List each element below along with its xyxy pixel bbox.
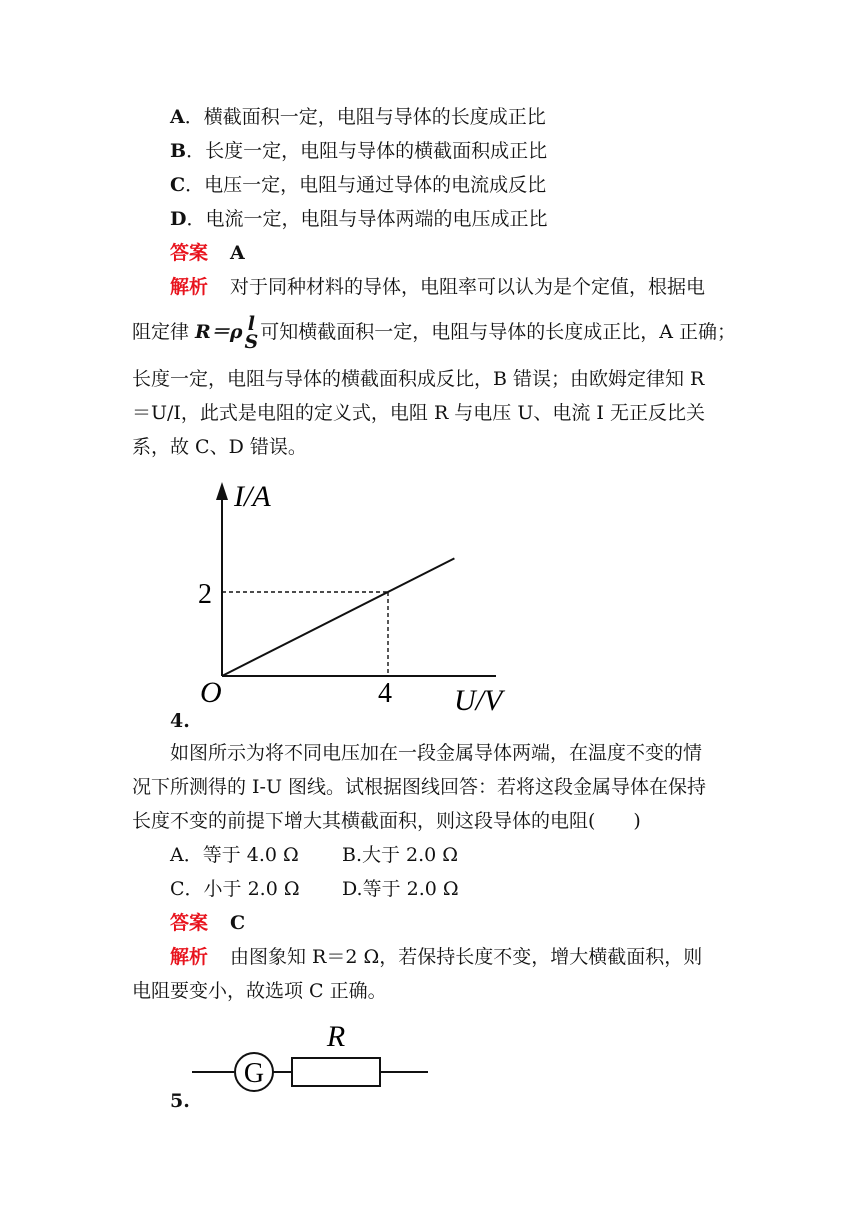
q3-analysis-line4: ＝U/I，此式是电阻的定义式，电阻 R 与电压 U、电流 I 无正反比关 (132, 402, 705, 424)
iu-data-line (222, 558, 454, 676)
q3-option-b: B．长度一定，电阻与导体的横截面积成正比 (170, 140, 548, 162)
y-axis-arrow-icon (216, 482, 228, 500)
y-axis-label: I/A (234, 480, 271, 513)
y-tick-label: 2 (198, 579, 212, 610)
q3-option-c: C．电压一定，电阻与通过导体的电流成反比 (170, 174, 547, 196)
q4-stem-line3: 长度不变的前提下增大其横截面积，则这段导体的电阻( ) (132, 810, 641, 832)
q4-options-row1 (170, 840, 770, 870)
q3-analysis-line2: 阻定律 R＝ρ l S 可知横截面积一定，电阻与导体的长度成正比，A 正确； (132, 313, 736, 353)
q4-analysis-line2: 电阻要变小，故选项 C 正确。 (132, 980, 387, 1002)
q4-answer (170, 908, 770, 938)
answer-label: 答案 (170, 912, 209, 934)
q4-stem-line1: 如图所示为将不同电压加在一段金属导体两端，在温度不变的情 (170, 742, 703, 764)
q4-analysis-line1: 解析 由图象知 R＝2 Ω，若保持长度不变，增大横截面积，则 (170, 946, 703, 968)
x-tick-label: 4 (378, 678, 392, 709)
q4-stem-line2: 况下所测得的 I-U 图线。试根据图线回答：若将这段金属导体在保持 (132, 776, 707, 798)
analysis-label: 解析 (170, 276, 209, 298)
answer-label: 答案 (170, 242, 209, 264)
q3-answer (170, 238, 770, 268)
galvanometer-label: G (243, 1058, 265, 1089)
q3-option-d: D．电流一定，电阻与导体两端的电压成正比 (170, 208, 548, 230)
q3-option-a: A．横截面积一定，电阻与导体的长度成正比 (170, 106, 546, 128)
answer-value: A (230, 242, 245, 264)
resistor-label: R (326, 1020, 346, 1053)
q5-number: 5. (170, 1090, 190, 1112)
q3-analysis-line1: 解析 对于同种材料的导体，电阻率可以认为是个定值，根据电 (170, 276, 706, 298)
analysis-label: 解析 (170, 946, 209, 968)
q4-number: 4. (170, 710, 190, 732)
iu-graph (190, 470, 520, 720)
origin-label: O (200, 676, 222, 709)
q3-analysis-line5: 系，故 C、D 错误。 (132, 436, 307, 458)
formula-fraction: l S (244, 313, 259, 353)
answer-value: C (230, 912, 246, 934)
q3-analysis-line3: 长度一定，电阻与导体的横截面积成反比，B 错误；由欧姆定律知 R (132, 368, 705, 390)
resistor-icon (292, 1058, 380, 1086)
x-axis-label: U/V (454, 684, 503, 717)
q4-options-row2 (170, 874, 770, 904)
q4-option-a: A．等于 4.0 Ω (170, 844, 299, 866)
q4-option-d: D.等于 2.0 Ω (342, 878, 459, 900)
q4-option-c: C．小于 2.0 Ω (170, 878, 300, 900)
q4-option-b: B.大于 2.0 Ω (342, 844, 459, 866)
